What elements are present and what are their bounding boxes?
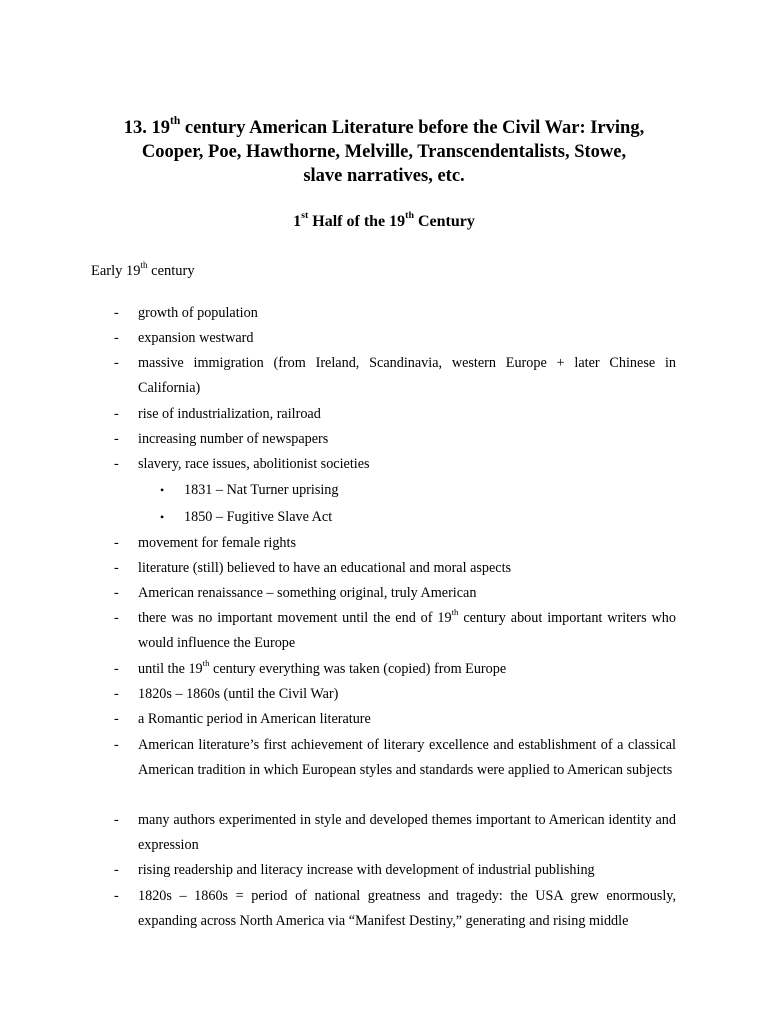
title-line-2: Cooper, Poe, Hawthorne, Melville, Transcendentalists, Stowe,: [141, 142, 627, 162]
dash-marker: -: [114, 406, 119, 422]
dash-marker: -: [114, 330, 119, 346]
dash-marker: -: [114, 431, 119, 447]
dash-marker: -: [114, 661, 119, 677]
dash-marker: -: [114, 862, 119, 878]
dash-marker: -: [114, 585, 119, 601]
title-line-3: slave narratives, etc.: [303, 166, 465, 186]
dash-marker: -: [114, 535, 119, 551]
dash-marker: -: [114, 737, 119, 753]
bullet-marker: •: [160, 483, 165, 497]
dash-marker: -: [114, 610, 119, 626]
document-page: 13. 19th century American Literature before the Civil War: Irving, Cooper, Poe, Hawthorne, Melville, Transcendentalists, Stowe, slave narratives, etc. 1st Half of the 19th Century Early 19th century - growth of population - expansion westward - massive immigration (from Ireland, Scandinavia, western Europe + later Chinese in California) - rise of industrialization, railroad - increasing number of newspapers - slavery, race issues, abolitionist societies • 1831 – Nat Turner uprising • 1850 – Fugitive Slave Act - movement for female rights - literature (still) believed to have an educational and moral aspects - American renaissance – something original, truly American - there was no important movement until the end of 19th century about important writers who would influence the Europe - until the 19th century everything was taken (copied) from Europe - 1820s – 1860s (until the Civil War) - a Romantic period in American literature - American literature’s first achievement of literary excellence and establishment of a classical American tradition in which European styles and standards were applied to American subjects - many authors experimented in style and developed themes important to American identity and expression - rising readership and literacy increase with development of industrial publishing - 1820s – 1860s = period of national greatness and tragedy: the USA grew enormously, expanding across North America via “Manifest Destiny,” generating and rising middle: [0, 0, 768, 1024]
document-title: [60, 116, 708, 188]
title-line-1: 13. 19th century American Literature before the Civil War: Irving,: [123, 115, 645, 138]
dash-marker: -: [114, 888, 119, 904]
dash-marker: -: [114, 355, 119, 371]
dash-marker: -: [114, 686, 119, 702]
section-heading: 1st Half of the 19th Century: [293, 210, 475, 230]
dash-marker: -: [114, 560, 119, 576]
dash-marker: -: [114, 456, 119, 472]
dash-marker: -: [114, 305, 119, 321]
dash-marker: -: [114, 812, 119, 828]
subsection-label: Early 19th century: [91, 259, 195, 279]
bullet-marker: •: [160, 510, 165, 524]
dash-marker: -: [114, 711, 119, 727]
